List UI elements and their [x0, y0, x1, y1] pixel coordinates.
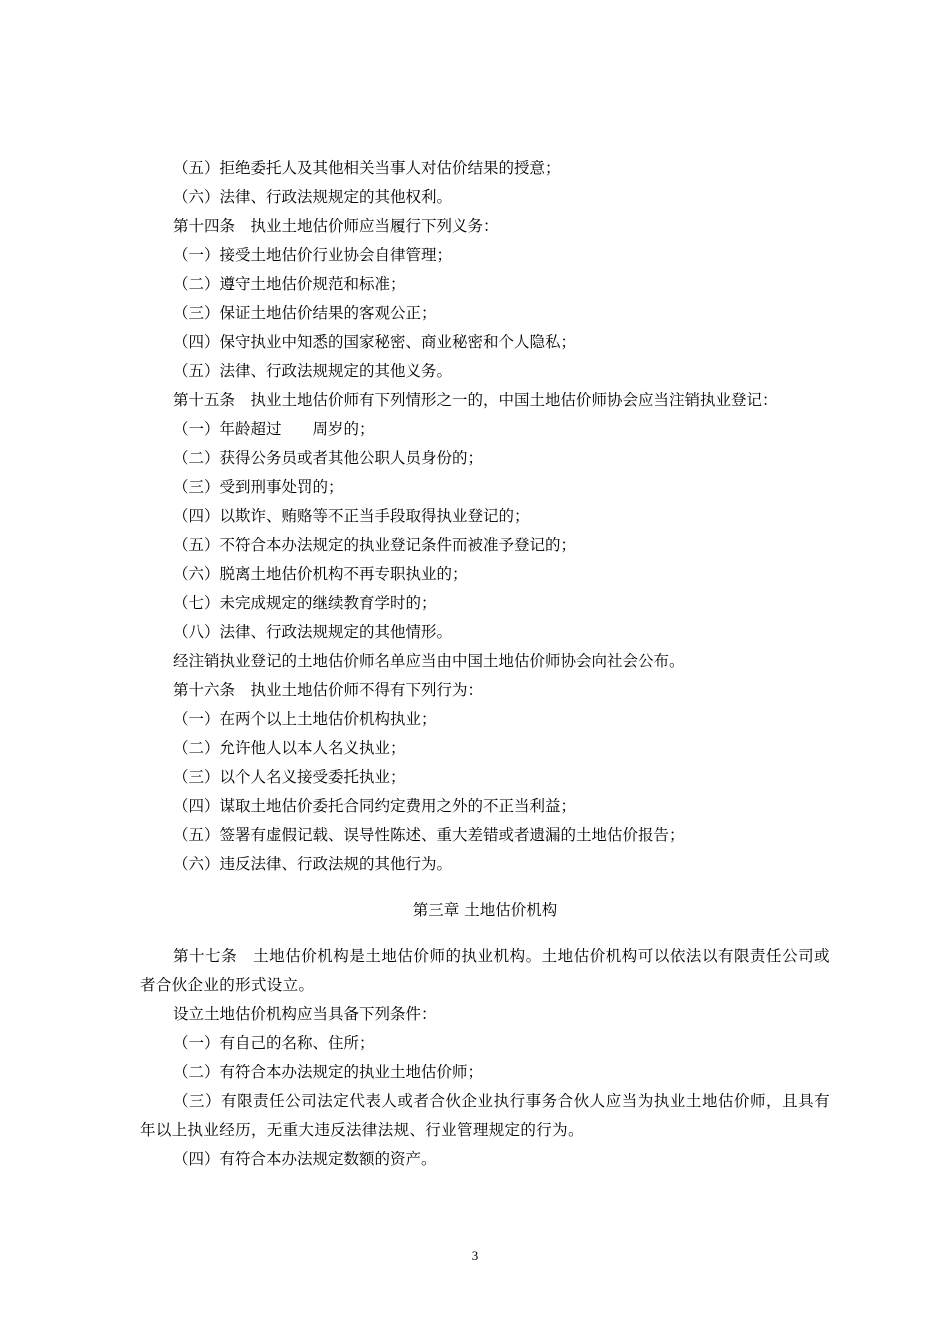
- article-14-item-1: （一）接受土地估价行业协会自律管理；: [173, 246, 453, 264]
- article-16-item-1: （一）在两个以上土地估价机构执业；: [173, 710, 437, 728]
- article-13-item-6: （六）法律、行政法规规定的其他权利。: [173, 188, 453, 206]
- article-14-item-3: （三）保证土地估价结果的客观公正；: [173, 304, 437, 322]
- article-15-item-3: （三）受到刑事处罚的；: [173, 478, 344, 496]
- article-16-item-6: （六）违反法律、行政法规的其他行为。: [173, 855, 453, 873]
- article-17-item-3: （三）有限责任公司法定代表人或者合伙企业执行事务合伙人应当为执业土地估价师，且具有 年以上执业经历，无重大违反法律法规、行业管理规定的行为。: [140, 1092, 846, 1139]
- article-16-item-2: （二）允许他人以本人名义执业；: [173, 739, 406, 757]
- article-16-item-5: （五）签署有虚假记载、误导性陈述、重大差错或者遗漏的土地估价报告；: [173, 826, 685, 844]
- article-16-heading: 第十六条 执业土地估价师不得有下列行为：: [173, 681, 484, 699]
- article-17-paragraph: 第十七条 土地估价机构是土地估价师的执业机构。土地估价机构可以依法以有限责任公司或者合伙企业的形式设立。: [140, 947, 830, 994]
- article-13-item-5: （五）拒绝委托人及其他相关当事人对估价结果的授意；: [173, 159, 561, 177]
- article-16-item-3: （三）以个人名义接受委托执业；: [173, 768, 406, 786]
- article-17-conditions-heading: 设立土地估价机构应当具备下列条件：: [173, 1005, 437, 1023]
- article-14-heading: 第十四条 执业土地估价师应当履行下列义务：: [173, 217, 499, 235]
- article-14-item-5: （五）法律、行政法规规定的其他义务。: [173, 362, 453, 380]
- article-15-item-8: （八）法律、行政法规规定的其他情形。: [173, 623, 453, 641]
- article-17-item-4: （四）有符合本办法规定数额的资产。: [173, 1150, 437, 1168]
- article-16-item-4: （四）谋取土地估价委托合同约定费用之外的不正当利益；: [173, 797, 577, 815]
- article-17-item-2: （二）有符合本办法规定的执业土地估价师；: [173, 1063, 484, 1081]
- article-15-item-7: （七）未完成规定的继续教育学时的；: [173, 594, 437, 612]
- article-17-item-1: （一）有自己的名称、住所；: [173, 1034, 375, 1052]
- article-15-heading: 第十五条 执业土地估价师有下列情形之一的，中国土地估价师协会应当注销执业登记：: [173, 391, 778, 409]
- article-15-item-2: （二）获得公务员或者其他公职人员身份的；: [173, 449, 484, 467]
- article-14-item-4: （四）保守执业中知悉的国家秘密、商业秘密和个人隐私；: [173, 333, 577, 351]
- article-15-note: 经注销执业登记的土地估价师名单应当由中国土地估价师协会向社会公布。: [173, 652, 685, 670]
- article-15-item-5: （五）不符合本办法规定的执业登记条件而被准予登记的；: [173, 536, 577, 554]
- article-15-item-6: （六）脱离土地估价机构不再专职执业的；: [173, 565, 468, 583]
- article-15-item-1: （一）年龄超过 周岁的；: [173, 420, 375, 438]
- chapter-title: 第三章 土地估价机构: [412, 901, 558, 919]
- article-15-item-4: （四）以欺诈、贿赂等不正当手段取得执业登记的；: [173, 507, 530, 525]
- article-14-item-2: （二）遵守土地估价规范和标准；: [173, 275, 406, 293]
- document-body: [140, 154, 846, 1174]
- page-number: 3: [471, 1248, 479, 1263]
